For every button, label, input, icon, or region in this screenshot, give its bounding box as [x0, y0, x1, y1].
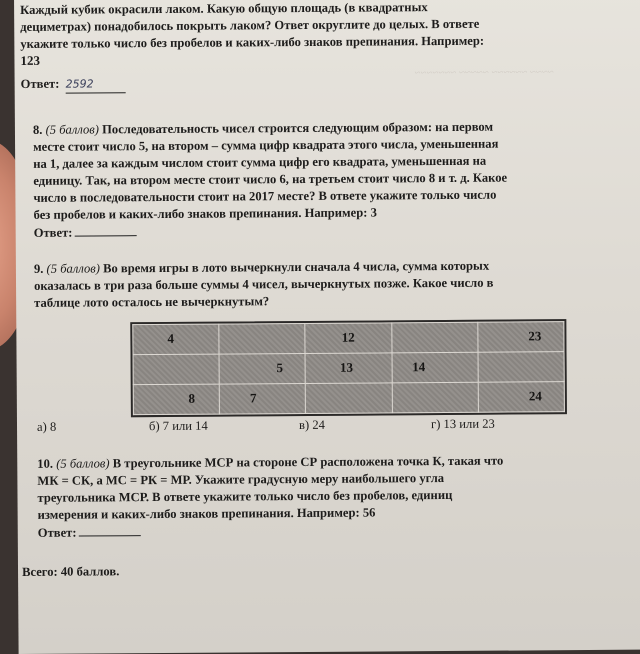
lotto-cell	[219, 323, 305, 354]
option-a: а) 8	[36, 419, 57, 434]
prev-task-line-3: укажите только число без пробелов и каких-либо знаков препинания. Например:	[20, 33, 485, 51]
lotto-grid	[130, 319, 567, 417]
bleed-through-text: ~~~~ ~~~~~~ ~~~~~ ~~~~~~~	[414, 66, 554, 80]
lotto-cell: 12	[305, 323, 391, 354]
task9-number: 9.	[33, 261, 44, 276]
task10-line-3: треугольника МСР. В ответе укажите только число без пробелов, единиц	[37, 487, 453, 505]
lotto-cell: 24	[478, 382, 564, 413]
lotto-cell	[392, 382, 478, 413]
answer-label: Ответ:	[37, 525, 77, 540]
task10-points: (5 баллов)	[56, 456, 110, 471]
lotto-cell	[306, 383, 392, 414]
lotto-cell: 14	[392, 352, 478, 383]
total-points: Всего: 40 баллов.	[21, 564, 120, 579]
task9-points: (5 баллов)	[46, 261, 100, 276]
option-v: в) 24	[298, 417, 325, 433]
task8-first-line: Последовательность чисел строится следующим образом: на первом	[102, 119, 494, 137]
prev-task-line-1: Каждый кубик окрасили лаком. Какую общую площадь (в квадратных	[20, 0, 428, 17]
answer-line	[78, 523, 140, 536]
lotto-cell	[478, 352, 564, 383]
task10-answer	[38, 523, 141, 541]
lotto-cell: 8	[133, 384, 219, 415]
lotto-cell: 7	[219, 383, 305, 414]
task8-line-6: без пробелов и каких-либо знаков препинания. Например: 3	[33, 205, 377, 222]
prev-task-line-2: дециметрах) понадобилось покрыть лаком? Ответ округлите до целых. В ответе	[20, 16, 480, 34]
answer-line	[74, 223, 136, 236]
task10-line-4: измерения и каких-либо знаков препинания. Например: 56	[37, 505, 376, 522]
task8-line-4: единицу. Так, на втором месте стоит число 6, на третьем стоит число 8 и т. д. Какое	[33, 170, 508, 188]
option-b: б) 7 или 14	[148, 418, 208, 434]
task10-first-line: В треугольнике МСР на стороне СР расположена точка К, такая что	[112, 453, 504, 471]
task8-points: (5 баллов)	[45, 122, 99, 137]
lotto-cell	[133, 354, 219, 385]
prev-task-answer	[21, 75, 126, 94]
paper-sheet	[14, 0, 640, 654]
task9-line-2: оказалась в три раза больше суммы 4 чисел, вычеркнутых позже. Какое число в	[33, 275, 494, 293]
lotto-cell: 4	[133, 324, 219, 355]
task10-line-2: МК = СК, а МС = РК = МР. Укажите градусную меру наибольшего угла	[37, 471, 445, 488]
lotto-cell: 13	[305, 353, 391, 384]
task10-number: 10.	[37, 456, 54, 471]
worksheet-page	[14, 0, 640, 634]
handwritten-answer: 2592	[65, 77, 94, 91]
task8-answer	[34, 223, 137, 241]
answer-label: Ответ:	[20, 76, 60, 91]
task8-line-3: на 1, далее за каждым числом стоит сумма цифр его квадрата, уменьшенная на	[33, 153, 487, 171]
option-g: г) 13 или 23	[430, 416, 495, 432]
answer-line	[65, 75, 125, 94]
task8-number: 8.	[32, 122, 43, 137]
task9-first-line: Во время игры в лото вычеркнули сначала 4 числа, сумма которых	[103, 258, 490, 276]
task8-line-2: месте стоит число 5, на втором – сумма цифр квадрата этого числа, уменьшенная	[33, 136, 499, 154]
prev-task-line-4: 123	[20, 52, 41, 68]
answer-label: Ответ:	[33, 225, 73, 240]
task9-line-3: таблице лото осталось не вычеркнутым?	[34, 294, 270, 310]
task8-line-5: число в последовательности стоит на 2017 месте? В ответе укажите только число	[33, 187, 497, 205]
lotto-cell: 23	[478, 322, 564, 353]
lotto-cell	[391, 322, 477, 353]
lotto-cell: 5	[219, 353, 305, 384]
